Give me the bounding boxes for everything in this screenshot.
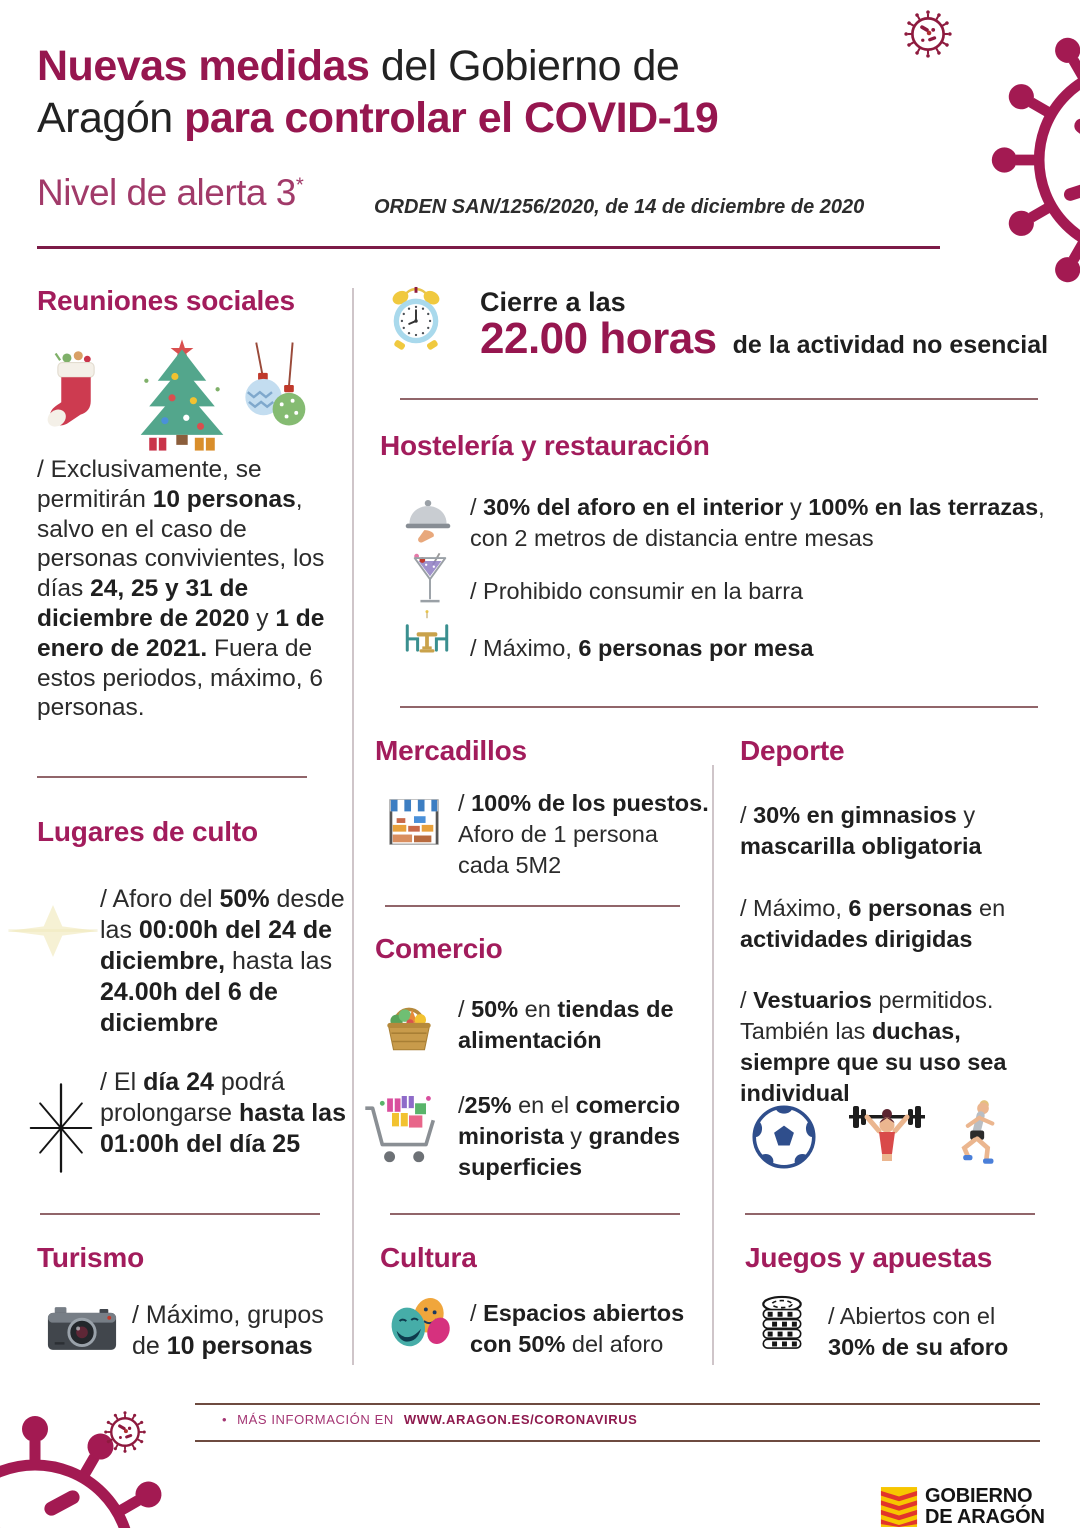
section-title-mercadillos: Mercadillos bbox=[375, 735, 527, 766]
theater-masks-icon bbox=[383, 1293, 457, 1355]
closure-prefix: Cierre a las bbox=[480, 287, 626, 317]
soccer-ball-icon bbox=[750, 1103, 818, 1171]
section-title-turismo: Turismo bbox=[37, 1242, 144, 1273]
footer-top-line bbox=[195, 1403, 1040, 1405]
cocktail-icon bbox=[408, 550, 452, 614]
christmas-stocking-icon bbox=[42, 348, 110, 436]
culto-item-1: / Aforo del 50% desde las 00:00h del 24 de diciembre, hasta las 24.00h del 6 de diciembre bbox=[100, 885, 345, 1037]
poker-chips-icon bbox=[753, 1292, 811, 1358]
cultura-body: / Espacios abiertos con 50% del aforo bbox=[470, 1300, 685, 1357]
footer-info-url[interactable]: WWW.ARAGON.ES/CORONAVIRUS bbox=[403, 1412, 638, 1427]
divider bbox=[385, 905, 680, 907]
alert-level: Nivel de alerta 3* bbox=[37, 172, 304, 213]
camera-icon bbox=[45, 1300, 119, 1357]
divider bbox=[37, 776, 307, 778]
runner-icon bbox=[948, 1093, 1004, 1175]
hosteleria-item-3: / Máximo, 6 personas por mesa bbox=[470, 635, 814, 661]
closure-suffix: de la actividad no esencial bbox=[732, 331, 1049, 359]
logo-line1: GOBIERNO bbox=[925, 1485, 1033, 1507]
page-title-line1: Nuevas medidas del Gobierno de bbox=[37, 42, 680, 90]
footer-info bbox=[222, 1412, 637, 1427]
closure-time: 22.00 horas bbox=[480, 314, 717, 363]
comercio-item-1: / 50% en tiendas de alimentación bbox=[458, 996, 674, 1053]
section-title-reuniones: Reuniones sociales bbox=[37, 285, 295, 316]
gobierno-aragon-logo bbox=[880, 1486, 1045, 1528]
hosteleria-item-2: / Prohibido consumir en la barra bbox=[470, 578, 804, 604]
section-title-comercio: Comercio bbox=[375, 933, 503, 964]
hosteleria-item-1: / 30% del aforo en el interior y 100% en las terrazas, con 2 metros de distancia entre mesas bbox=[470, 494, 1045, 551]
divider bbox=[400, 398, 1038, 400]
virus-large-icon bbox=[986, 15, 1080, 305]
header-divider bbox=[37, 246, 940, 249]
divider bbox=[400, 706, 1038, 708]
order-reference: ORDEN SAN/1256/2020, de 14 de diciembre de 2020 bbox=[374, 196, 865, 218]
weightlifter-icon bbox=[843, 1100, 931, 1178]
aragon-flag-icon bbox=[880, 1486, 918, 1528]
baubles-icon bbox=[232, 342, 312, 440]
page-title bbox=[37, 40, 897, 144]
serving-cloche-icon bbox=[402, 492, 454, 546]
divider bbox=[390, 1213, 680, 1215]
logo-line2: DE ARAGÓN bbox=[925, 1505, 1045, 1528]
market-stall-icon bbox=[385, 795, 443, 849]
deporte-item-1: / 30% en gimnasios y mascarilla obligatoria bbox=[740, 802, 982, 859]
christmas-tree-icon bbox=[132, 338, 232, 452]
divider bbox=[40, 1213, 320, 1215]
virus-small-icon bbox=[903, 9, 953, 59]
divider bbox=[745, 1213, 1035, 1215]
section-title-juegos: Juegos y apuestas bbox=[745, 1242, 993, 1273]
section-title-hosteleria: Hostelería y restauración bbox=[380, 430, 710, 461]
closure-statement bbox=[480, 314, 1048, 364]
section-title-culto: Lugares de culto bbox=[37, 816, 258, 847]
footer-info-label: MÁS INFORMACIÓN EN bbox=[237, 1412, 394, 1427]
comercio-item-2: /25% en el comercio minorista y grandes superficies bbox=[458, 1092, 681, 1180]
alert-asterisk: * bbox=[295, 174, 304, 197]
reuniones-body: / Exclusivamente, se permitirán 10 personas, salvo en el caso de personas convivientes, los días 24, 25 y 31 de diciembre de 2020 y 1 de enero de 2021. Fuera de estos periodos, máximo, 6 personas. bbox=[37, 456, 325, 722]
deporte-item-2: / Máximo, 6 personas en actividades dirigidas bbox=[740, 895, 1006, 952]
bullet: • bbox=[222, 1412, 228, 1427]
table-chairs-icon bbox=[396, 608, 458, 666]
culto-item-2: / El día 24 podrá prolongarse hasta las 01:00h del día 25 bbox=[100, 1068, 346, 1158]
footer-bottom-line bbox=[195, 1440, 1040, 1442]
juegos-body: / Abiertos con el 30% de su aforo bbox=[828, 1303, 1009, 1360]
faint-star-icon bbox=[8, 905, 98, 957]
vertical-divider bbox=[712, 765, 714, 1365]
food-basket-icon bbox=[378, 996, 440, 1058]
turismo-body: / Máximo, grupos de 10 personas bbox=[132, 1301, 324, 1360]
virus-large-icon bbox=[0, 1410, 185, 1528]
deporte-item-3: / Vestuarios permitidos. También las duchas, siempre que su uso sea individual bbox=[740, 987, 1007, 1106]
section-title-deporte: Deporte bbox=[740, 735, 845, 766]
section-title-cultura: Cultura bbox=[380, 1242, 477, 1273]
sparkle-star-icon bbox=[25, 1082, 97, 1174]
vertical-divider bbox=[352, 288, 354, 1365]
alarm-clock-icon bbox=[383, 282, 449, 356]
virus-small-icon bbox=[103, 1410, 147, 1454]
mercadillos-body: / 100% de los puestos. Aforo de 1 persona cada 5M2 bbox=[458, 790, 709, 878]
page-title-line2: Aragón para controlar el COVID-19 bbox=[37, 94, 719, 142]
shopping-cart-icon bbox=[358, 1086, 443, 1174]
